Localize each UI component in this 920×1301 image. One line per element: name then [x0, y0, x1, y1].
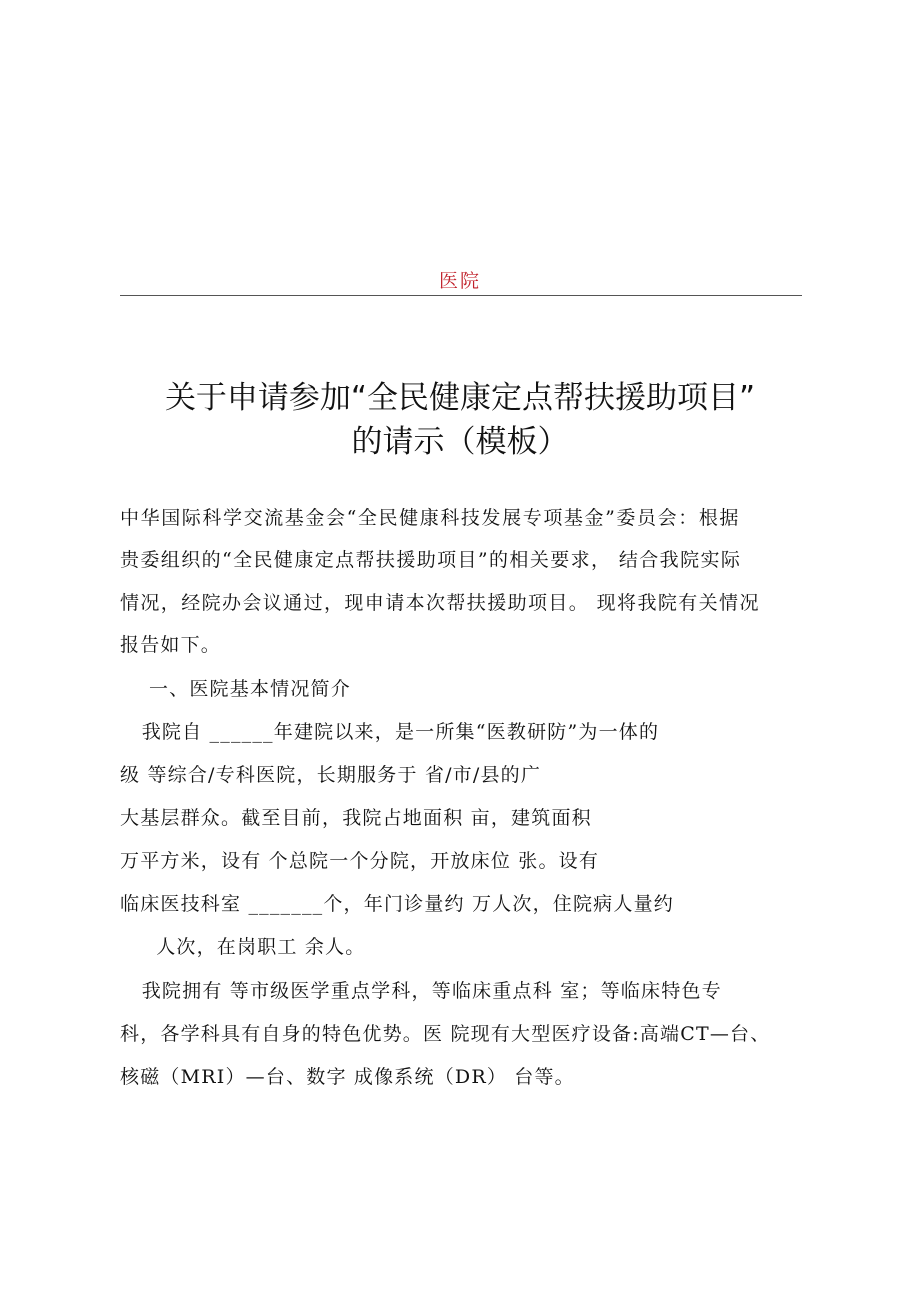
body-line-14: 核磁（MRI）—台、数字 成像系统（DR） 台等。: [120, 1066, 575, 1088]
body-line-8: 大基层群众。截至目前，我院占地面积 亩，建筑面积: [120, 807, 592, 829]
body-line-3: 情况，经院办会议通过，现申请本次帮扶援助项目。 现将我院有关情况: [120, 592, 760, 614]
body-line-7: 级 等综合/专科医院，长期服务于 省/市/县的广: [120, 764, 542, 786]
body-line-9: 万平方米，设有 个总院一个分院，开放床位 张。设有: [120, 850, 600, 872]
document-title: [110, 376, 810, 464]
body-line-6: 我院自 ______年建院以来，是一所集“医教研防”为一体的: [120, 721, 660, 743]
body-line-12: 我院拥有 等市级医学重点学科，等临床重点科 室；等临床特色专: [120, 980, 722, 1002]
body-line-1: 中华国际科学交流基金会“全民健康科技发展专项基金”委员会：根据: [120, 507, 741, 529]
letterhead-title: 医院: [438, 270, 481, 292]
body-line-13: 科，各学科具有自身的特色优势。医 院现有大型医疗设备:高端CT—台、: [120, 1023, 771, 1045]
body-line-10: 临床医技科室 _______个，年门诊量约 万人次，住院病人量约: [120, 893, 674, 915]
section-heading: 一、医院基本情况简介: [120, 678, 351, 700]
body-line-2: 贵委组织的“全民健康定点帮扶援助项目”的相关要求， 结合我院实际: [120, 549, 742, 571]
body-line-11: 人次，在岗职工 余人。: [120, 936, 366, 958]
document-title-line-2: 的请示（模板）: [351, 424, 569, 460]
letterhead-divider: [120, 295, 802, 296]
body-line-4: 报告如下。: [120, 634, 222, 656]
document-title-line-1: 关于申请参加“全民健康定点帮扶援助项目”: [164, 380, 756, 416]
